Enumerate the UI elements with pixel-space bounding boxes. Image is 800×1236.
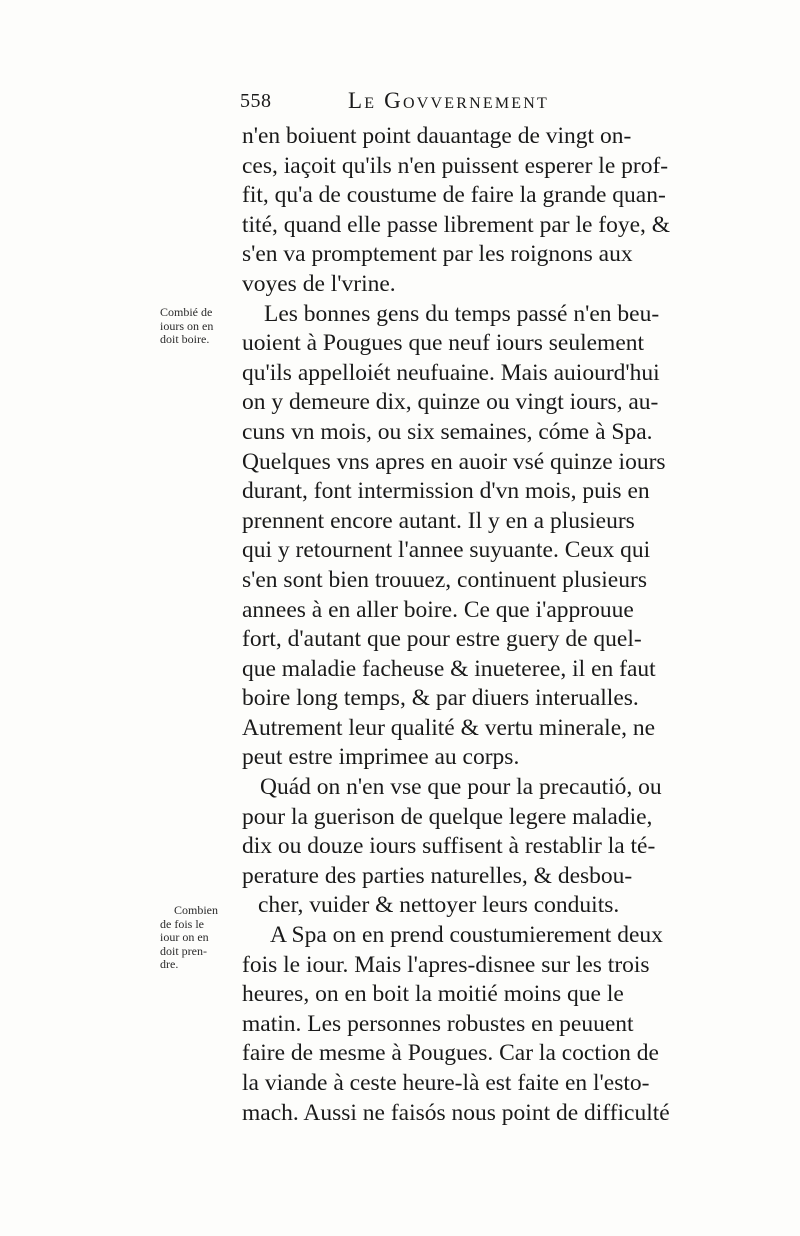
margin-note [160,904,218,972]
text-line: peut estre imprimee au corps. [242,744,520,771]
page-number: 558 [240,90,272,112]
text-line: Autrement leur qualité & vertu minerale, ne [242,714,656,741]
text-line: on y demeure dix, quinze ou vingt iours, au- [242,389,659,416]
text-line: fit, qu'a de coustume de faire la grande quan- [242,182,666,209]
text-line: cher, vuider & nettoyer leurs conduits. [258,892,620,919]
text-line: uoient à Pougues que neuf iours seulement [242,330,645,357]
text-line: qu'ils appelloiét neufuaine. Mais auiourd'hui [242,359,660,386]
text-line: fois le iour. Mais l'apres-disnee sur les trois [242,951,650,978]
margin-note-line: iour on en [160,930,209,944]
text-line: voyes de l'vrine. [242,270,396,297]
text-line: mach. Aussi ne faisós nous point de difficulté [242,1099,670,1126]
text-line: tité, quand elle passe librement par le foye, & [242,211,671,238]
margin-note-line: Combien [174,903,218,917]
page-header [240,86,710,120]
text-line: Les bonnes gens du temps passé n'en beu- [264,300,660,327]
margin-note-line: dre. [160,957,179,971]
text-line: pour la guerison de quelque legere maladie, [242,803,653,830]
text-line: A Spa on en prend coustumierement deux [270,922,663,949]
margin-note-line: doit boire. [160,332,210,346]
text-line: matin. Les personnes robustes en peuuent [242,1010,634,1037]
text-line: Quelques vns apres en auoir vsé quinze iours [242,448,666,475]
text-line: la viande à ceste heure-là est faite en l'esto- [242,1070,650,1096]
margin-note-line: Combié de [160,305,213,319]
text-line: que maladie facheuse & inueteree, il en faut [242,655,656,682]
text-line: n'en boiuent point dauantage de vingt on- [242,123,632,149]
margin-note-line: doit pren- [160,943,207,958]
text-line: fort, d'autant que pour estre guery de quel- [242,626,642,653]
text-line: faire de mesme à Pougues. Car la coction de [242,1040,659,1067]
text-line: s'en va promptement par les roignons aux [242,241,633,268]
text-line: ces, iaçoit qu'ils n'en puissent esperer le prof- [242,152,669,179]
margin-note [160,306,213,347]
text-line: annees à en aller boire. Ce que i'approuue [242,596,634,623]
text-line: heures, on en boit la moitié moins que le [242,981,624,1008]
text-line: dix ou douze iours suffisent à restablir la té- [242,833,656,860]
text-line: perature des parties naturelles, & desbou- [242,862,633,889]
text-line: qui y retournent l'annee suyuante. Ceux qui [242,537,651,564]
text-line: s'en sont bien trouuez, continuent plusieurs [242,566,647,593]
text-line: durant, font intermission d'vn mois, puis en [242,478,650,505]
margin-note-line: iours on en [160,318,214,333]
text-line: Quád on n'en vse que pour la precautió, ou [260,774,662,801]
body-text [240,122,710,1128]
margin-note-line: de fois le [160,916,204,931]
text-line: boire long temps, & par diuers interualles. [242,685,639,712]
running-head: Le Govvernement [348,88,549,113]
text-line: prennent encore autant. Il y en a plusieurs [242,507,635,534]
text-line: cuns vn mois, ou six semaines, cóme à Spa. [242,418,653,445]
